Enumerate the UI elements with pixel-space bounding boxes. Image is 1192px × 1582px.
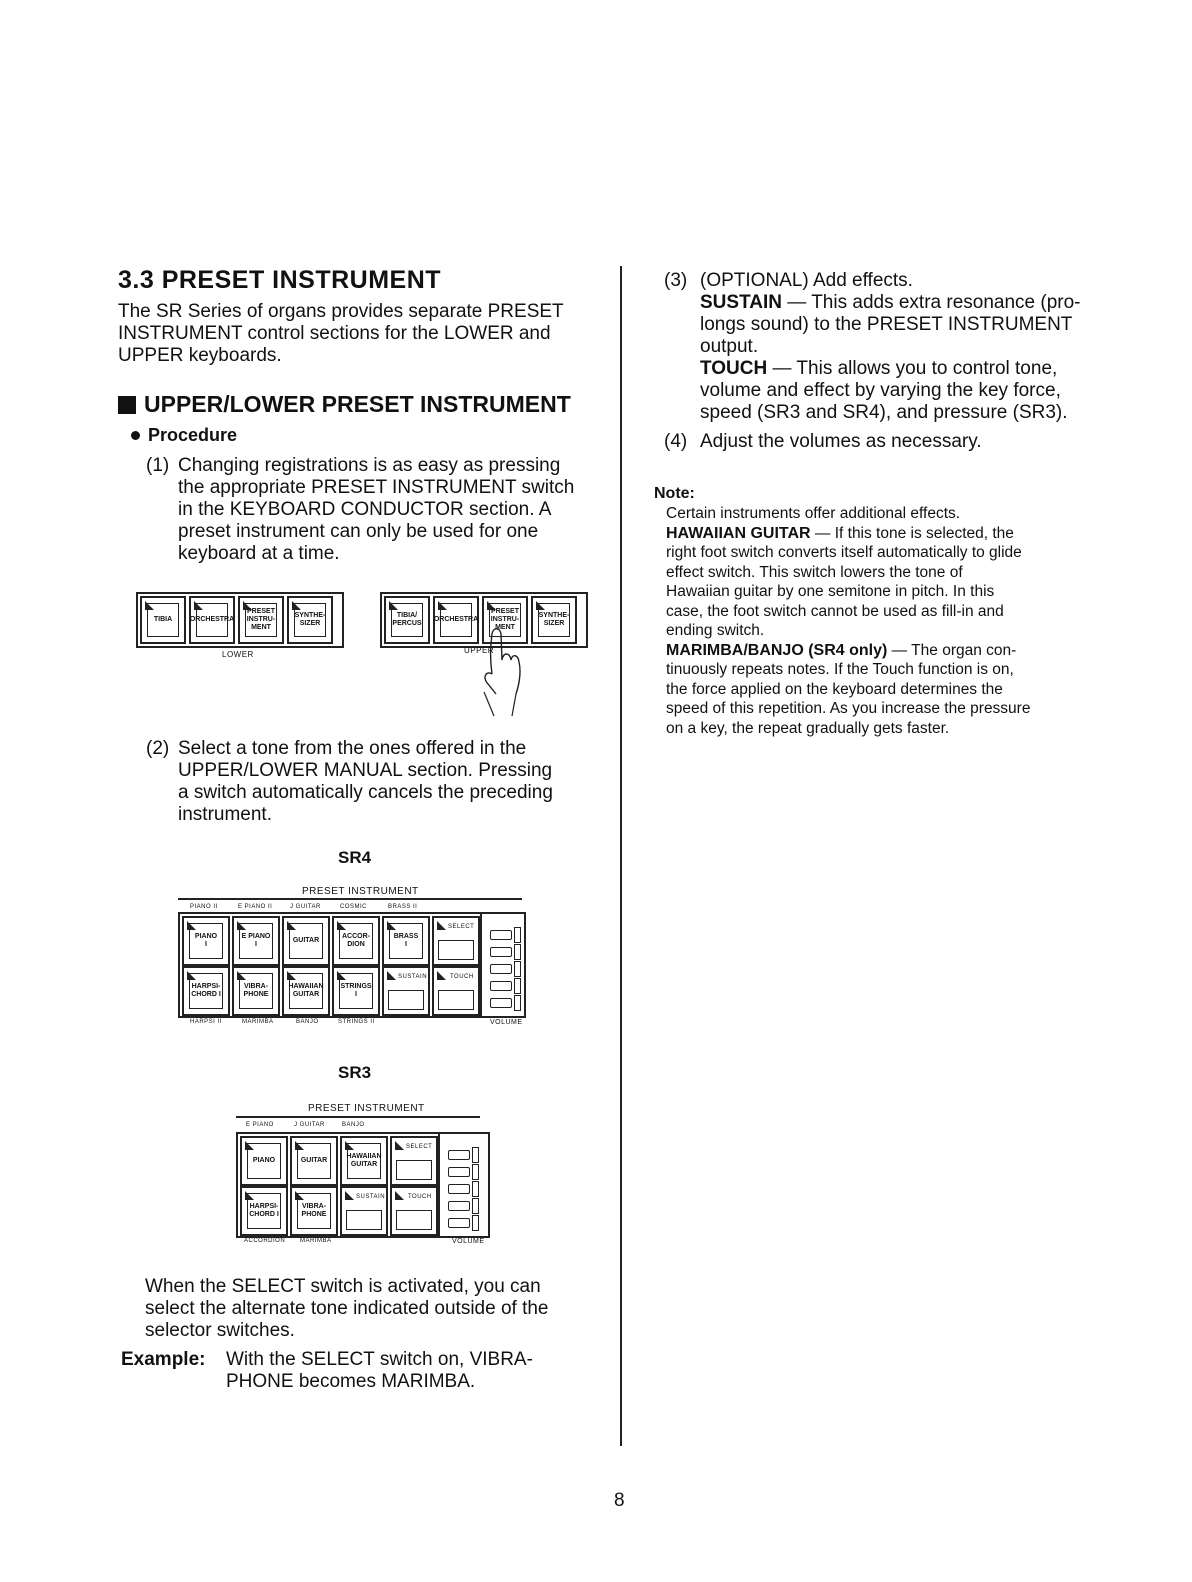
volume-knob[interactable] — [472, 1215, 479, 1231]
switch-label: GUITAR — [289, 923, 323, 959]
step-4-text: Adjust the volumes as necessary. — [700, 431, 982, 452]
sr4-top-label: COSMIC — [340, 904, 367, 910]
lower-synthesizer-switch[interactable] — [287, 596, 333, 644]
note-body — [666, 504, 1116, 738]
select-note-line: When the SELECT switch is activated, you can — [145, 1276, 541, 1297]
switch-label: STRINGS I — [339, 973, 373, 1009]
sr4-hawaiian-guitar-switch[interactable] — [282, 966, 330, 1016]
note-intro: Certain instruments offer additional effects. — [666, 505, 961, 522]
switch-label: PRESET INSTRU- MENT — [245, 603, 277, 637]
sr4-brass-switch[interactable] — [382, 916, 430, 966]
sr3-hawaiian-guitar-switch[interactable] — [340, 1136, 388, 1186]
step-2-line: Select a tone from the ones offered in the — [178, 738, 527, 759]
intro-paragraph — [118, 301, 598, 367]
step-1-line: keyboard at a time. — [178, 543, 340, 564]
step-1-line: Changing registrations is as easy as pressing — [178, 455, 561, 476]
touch-label: TOUCH — [408, 1194, 432, 1200]
marimba-line: speed of this repetition. As you increase the pressure — [666, 700, 1031, 717]
hawaiian-line: right foot switch converts itself automatically to glide — [666, 544, 1022, 561]
sustain-label: SUSTAIN — [398, 974, 428, 980]
sr4-vibraphone-switch[interactable] — [232, 966, 280, 1016]
pointing-hand-icon — [470, 612, 530, 722]
sr3-header: PRESET INSTRUMENT — [308, 1103, 425, 1114]
sr4-header: PRESET INSTRUMENT — [302, 886, 419, 897]
volume-slider[interactable] — [448, 1201, 470, 1211]
hawaiian-line: ending switch. — [666, 622, 765, 639]
switch-label: TIBIA — [147, 603, 179, 637]
hawaiian-line: Hawaiian guitar by one semitone in pitch. In this — [666, 583, 995, 600]
sr4-bottom-label: STRINGS II — [338, 1019, 375, 1025]
subheading: UPPER/LOWER PRESET INSTRUMENT — [144, 391, 571, 417]
volume-slider[interactable] — [448, 1167, 470, 1177]
column-divider — [620, 266, 622, 1446]
volume-knob[interactable] — [514, 927, 521, 943]
switch-label: VIBRA- PHONE — [297, 1193, 331, 1229]
touch-line: volume and effect by varying the key force, — [700, 380, 1061, 401]
sr3-bottom-label: MARIMBA — [300, 1238, 332, 1244]
sr3-title: SR3 — [338, 1063, 372, 1082]
sustain-line: — This adds extra resonance (pro- — [787, 292, 1081, 313]
step-3 — [664, 270, 1124, 424]
sr3-select-switch[interactable] — [390, 1136, 438, 1186]
step-4-number: (4) — [664, 431, 688, 452]
switch-label: ORCHESTRA — [440, 603, 472, 637]
sr4-epiano-switch[interactable] — [232, 916, 280, 966]
example-text — [226, 1349, 606, 1393]
volume-knob[interactable] — [514, 995, 521, 1011]
example-line: PHONE becomes MARIMBA. — [226, 1371, 476, 1392]
volume-knob[interactable] — [472, 1147, 479, 1163]
touch-label: TOUCH — [450, 974, 474, 980]
volume-knob[interactable] — [514, 978, 521, 994]
step-3-title: (OPTIONAL) Add effects. — [700, 270, 913, 291]
sr4-bottom-label: BANJO — [296, 1019, 319, 1025]
hawaiian-term: HAWAIIAN GUITAR — [666, 524, 811, 542]
sr4-top-label: PIANO II — [190, 904, 218, 910]
select-note — [145, 1276, 605, 1342]
sr3-touch-switch[interactable] — [390, 1186, 438, 1236]
volume-knob[interactable] — [472, 1181, 479, 1197]
select-label: SELECT — [406, 1144, 433, 1150]
sustain-term: SUSTAIN — [700, 292, 782, 313]
hawaiian-line: case, the foot switch cannot be used as fill-in and — [666, 602, 1004, 620]
lower-orchestra-switch[interactable] — [189, 596, 235, 644]
sr4-strings-switch[interactable] — [332, 966, 380, 1016]
sr4-top-label: BRASS II — [388, 904, 418, 910]
marimba-line: on a key, the repeat gradually gets faster. — [666, 719, 950, 737]
switch-label: GUITAR — [297, 1143, 331, 1179]
sr4-guitar-switch[interactable] — [282, 916, 330, 966]
switch-label: E PIANO I — [239, 923, 273, 959]
touch-term: TOUCH — [700, 358, 768, 379]
sr3-top-label: BANJO — [342, 1122, 365, 1128]
dot-bullet-icon — [131, 431, 140, 440]
example-line: With the SELECT switch on, VIBRA- — [226, 1349, 533, 1370]
switch-label: BRASS I — [389, 923, 423, 959]
sr3-piano-switch[interactable] — [240, 1136, 288, 1186]
step-1-line: in the KEYBOARD CONDUCTOR section. A — [178, 499, 552, 520]
step-2-line: instrument. — [178, 804, 272, 825]
sustain-label: SUSTAIN — [356, 1194, 386, 1200]
volume-knob[interactable] — [472, 1164, 479, 1180]
select-note-line: selector switches. — [145, 1320, 295, 1341]
switch-label: SYNTHE- SIZER — [294, 603, 326, 637]
sr3-volume-label: VOLUME — [452, 1238, 485, 1245]
section-title: 3.3 PRESET INSTRUMENT — [118, 266, 442, 294]
sr3-top-label: J GUITAR — [294, 1122, 325, 1128]
volume-slider[interactable] — [490, 930, 512, 940]
marimba-line: tinuously repeats notes. If the Touch function is on, — [666, 661, 1014, 678]
marimba-line: — The organ con- — [891, 641, 1017, 659]
switch-label: VIBRA- PHONE — [239, 973, 273, 1009]
switch-label: SYNTHE- SIZER — [538, 603, 570, 637]
square-bullet-icon — [118, 396, 136, 414]
step-1-line: the appropriate PRESET INSTRUMENT switch — [178, 477, 575, 498]
volume-slider[interactable] — [448, 1184, 470, 1194]
sr4-touch-switch[interactable] — [432, 966, 480, 1016]
hawaiian-line: effect switch. This switch lowers the tone of — [666, 563, 963, 581]
example-label: Example: — [121, 1349, 206, 1370]
step-1-line: preset instrument can only be used for one — [178, 521, 539, 542]
sr3-guitar-switch[interactable] — [290, 1136, 338, 1186]
switch-label: HAWAIIAN GUITAR — [347, 1143, 381, 1179]
volume-slider[interactable] — [490, 964, 512, 974]
switch-label: HARPSI- CHORD I — [189, 973, 223, 1009]
switch-label: HARPSI- CHORD I — [247, 1193, 281, 1229]
sr4-top-label: J GUITAR — [290, 904, 321, 910]
sr3-harpsichord-switch[interactable] — [240, 1186, 288, 1236]
volume-knob[interactable] — [472, 1198, 479, 1214]
lower-tibia-switch[interactable] — [140, 596, 186, 644]
step-1-number: (1) — [146, 455, 170, 476]
switch-label: PIANO — [247, 1143, 281, 1179]
upper-label: UPPER — [464, 646, 495, 655]
sr4-bottom-label: HARPSI II — [190, 1019, 222, 1025]
volume-knob[interactable] — [514, 961, 521, 977]
upper-synthesizer-switch[interactable] — [531, 596, 577, 644]
volume-slider[interactable] — [448, 1150, 470, 1160]
sr4-bottom-label: MARIMBA — [242, 1019, 274, 1025]
switch-label: PIANO I — [189, 923, 223, 959]
note-label: Note: — [654, 485, 695, 502]
select-note-line: select the alternate tone indicated outside of the — [145, 1298, 549, 1319]
sr4-top-label: E PIANO II — [238, 904, 273, 910]
sr3-header-rule — [236, 1116, 480, 1118]
switch-label: HAWAIIAN GUITAR — [289, 973, 323, 1009]
sr4-header-rule — [178, 898, 522, 900]
upper-tibia-percus-switch[interactable] — [384, 596, 430, 644]
intro-line: UPPER keyboards. — [118, 345, 282, 366]
lower-preset-instrument-switch[interactable] — [238, 596, 284, 644]
page-number: 8 — [614, 1490, 625, 1511]
lower-label: LOWER — [222, 650, 254, 659]
intro-line: The SR Series of organs provides separate PRESET — [118, 301, 564, 322]
sr4-accordion-switch[interactable] — [332, 916, 380, 966]
step-2-number: (2) — [146, 738, 170, 759]
sr3-bottom-label: ACCORDION — [244, 1238, 286, 1244]
marimba-term: MARIMBA/BANJO (SR4 only) — [666, 641, 888, 659]
lower-preset-panel — [136, 592, 344, 648]
volume-slider[interactable] — [490, 981, 512, 991]
sr4-sustain-switch[interactable] — [382, 966, 430, 1016]
hawaiian-line: — If this tone is selected, the — [814, 524, 1014, 542]
sr3-top-label: E PIANO — [246, 1122, 274, 1128]
sr3-panel — [236, 1132, 490, 1238]
sr4-panel — [178, 912, 526, 1018]
sustain-line: longs sound) to the PRESET INSTRUMENT — [700, 314, 1073, 335]
sr3-vibraphone-switch[interactable] — [290, 1186, 338, 1236]
switch-label: ORCHESTRA — [196, 603, 228, 637]
procedure-label: Procedure — [148, 425, 238, 445]
volume-slider[interactable] — [490, 998, 512, 1008]
select-label: SELECT — [448, 924, 475, 930]
sr4-harpsichord-switch[interactable] — [182, 966, 230, 1016]
sr4-volume-label: VOLUME — [490, 1019, 523, 1026]
touch-line: speed (SR3 and SR4), and pressure (SR3). — [700, 402, 1068, 423]
step-2-line: a switch automatically cancels the preceding — [178, 782, 553, 803]
switch-label: PRESET INSTRU- MENT — [489, 603, 521, 637]
volume-slider[interactable] — [448, 1218, 470, 1228]
step-2-line: UPPER/LOWER MANUAL section. Pressing — [178, 760, 553, 781]
volume-knob[interactable] — [514, 944, 521, 960]
step-4 — [664, 431, 1124, 453]
touch-line: — This allows you to control tone, — [772, 358, 1058, 379]
step-1 — [146, 455, 606, 565]
sr3-sustain-switch[interactable] — [340, 1186, 388, 1236]
step-3-number: (3) — [664, 270, 688, 291]
switch-label: ACCOR- DION — [339, 923, 373, 959]
marimba-line: the force applied on the keyboard determines the — [666, 680, 1003, 698]
intro-line: INSTRUMENT control sections for the LOWER and — [118, 323, 551, 344]
sr4-select-switch[interactable] — [432, 916, 480, 966]
volume-slider[interactable] — [490, 947, 512, 957]
sr4-piano-switch[interactable] — [182, 916, 230, 966]
step-2 — [146, 738, 606, 826]
sr4-title: SR4 — [338, 848, 372, 867]
switch-label: TIBIA/ PERCUS — [391, 603, 423, 637]
sustain-line: output. — [700, 336, 759, 357]
